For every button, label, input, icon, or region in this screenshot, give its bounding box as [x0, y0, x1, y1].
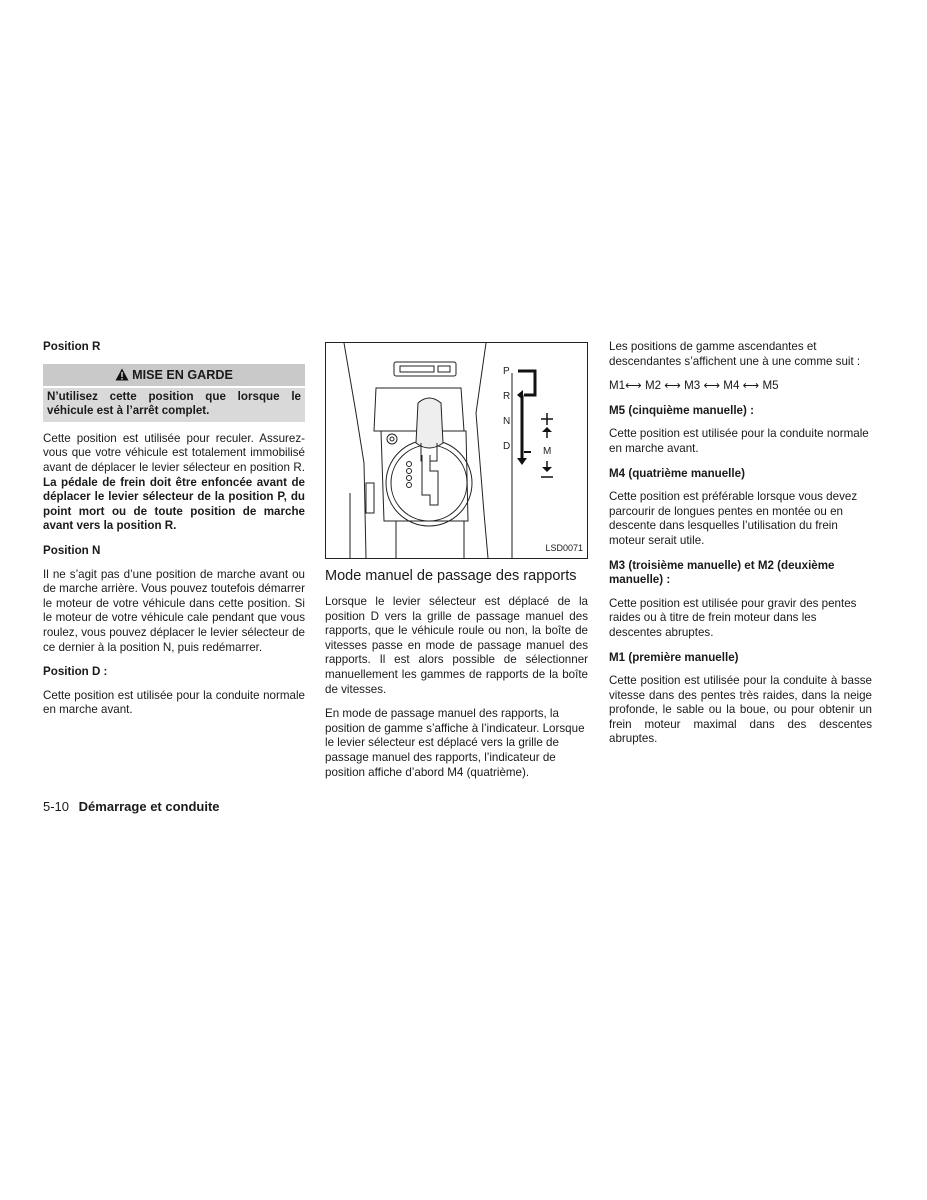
column-left	[43, 340, 305, 728]
page-footer	[43, 799, 220, 814]
column-right	[609, 340, 872, 757]
heading-m5: M5 (cinquième manuelle) :	[609, 403, 754, 417]
column-middle	[325, 342, 588, 790]
paragraph-position-d: Cette position est utilisée pour la conduite normale en marche avant.	[43, 688, 305, 717]
page-number: 5-10	[43, 799, 70, 814]
gear-label-d: D	[503, 441, 511, 452]
paragraph-position-r-normal: Cette position est utilisée pour reculer. Assurez-vous que votre véhicule est totalement immobilisé avant de déplacer le levier sélecteur en position R.	[43, 431, 305, 474]
paragraph-m1: Cette position est utilisée pour la conduite à basse vitesse dans des pentes très raides, dans la neige profonde, le sable ou la boue, ou pour obtenir un frein moteur maximal dans des descentes abruptes.	[609, 674, 872, 746]
paragraph-m5: Cette position est utilisée pour la conduite normale en marche avant.	[609, 427, 869, 455]
paragraph-position-r	[43, 432, 305, 534]
heading-position-n: Position N	[43, 543, 101, 557]
warning-icon	[115, 368, 129, 381]
paragraph-position-n: Il ne s’agit pas d’une position de marche avant ou de marche arrière. Vous pouvez toutefois démarrer le moteur de votre véhicule dans cette position. Si le moteur de votre véhicule cale pendant que vous roulez, vous pouvez déplacer le levier sélecteur de ce dernier à la position N, puis redémarrer.	[43, 567, 305, 654]
gear-label-m: M	[543, 446, 552, 457]
heading-m1: M1 (première manuelle)	[609, 650, 739, 664]
warning-title: MISE EN GARDE	[132, 367, 233, 382]
gear-sequence: M1⟷ M2 ⟷ M3 ⟷ M4 ⟷ M5	[609, 379, 779, 393]
gear-label-n: N	[503, 416, 511, 427]
gear-selector-figure	[325, 342, 588, 559]
warning-header	[43, 364, 305, 386]
warning-text: N’utilisez cette position que lorsque le véhicule est à l’arrêt complet.	[43, 388, 305, 422]
heading-m4: M4 (quatrième manuelle)	[609, 466, 745, 480]
heading-position-d: Position D :	[43, 665, 108, 679]
gear-label-p: P	[503, 366, 510, 377]
paragraph-intro: Les positions de gamme ascendantes et descendantes s’affichent une à une comme suit :	[609, 340, 861, 368]
gear-label-r: R	[503, 391, 511, 402]
figure-code: LSD0071	[545, 543, 583, 554]
paragraph-manual-mode-2: En mode de passage manuel des rapports, la position de gamme s’affiche à l’indicateur. Lorsque le levier sélecteur est déplacé vers la grille de passage manuel des rapports, l’indicateur de position affiche d’abord M4 (quatrième).	[325, 707, 585, 779]
section-title: Mode manuel de passage des rapports	[325, 568, 577, 584]
paragraph-m3-m2: Cette position est utilisée pour gravir des pentes raides ou à titre de frein moteur dans les descentes abruptes.	[609, 596, 857, 639]
heading-m3-m2: M3 (troisième manuelle) et M2 (deuxième manuelle) :	[609, 558, 835, 587]
paragraph-position-r-bold: La pédale de frein doit être enfoncée avant de déplacer le levier sélecteur de la position P, du point mort ou de toute position de marche avant vers la position R.	[43, 475, 305, 533]
gear-shifter-illustration	[326, 343, 587, 558]
chapter-title: Démarrage et conduite	[78, 799, 220, 814]
heading-position-r: Position R	[43, 340, 101, 353]
paragraph-manual-mode-1: Lorsque le levier sélecteur est déplacé de la position D vers la grille de passage manuel des rapports, que le véhicule roule ou non, la boîte de vitesses passe en mode de passage manuel des rapports. Il est alors possible de sélectionner manuellement les gammes de rapports de la boîte de vitesses.	[325, 595, 588, 696]
paragraph-m4: Cette position est préférable lorsque vous devez parcourir de longues pentes en montée ou en descente dans lesquelles l’utilisation du frein moteur serait utile.	[609, 490, 858, 547]
